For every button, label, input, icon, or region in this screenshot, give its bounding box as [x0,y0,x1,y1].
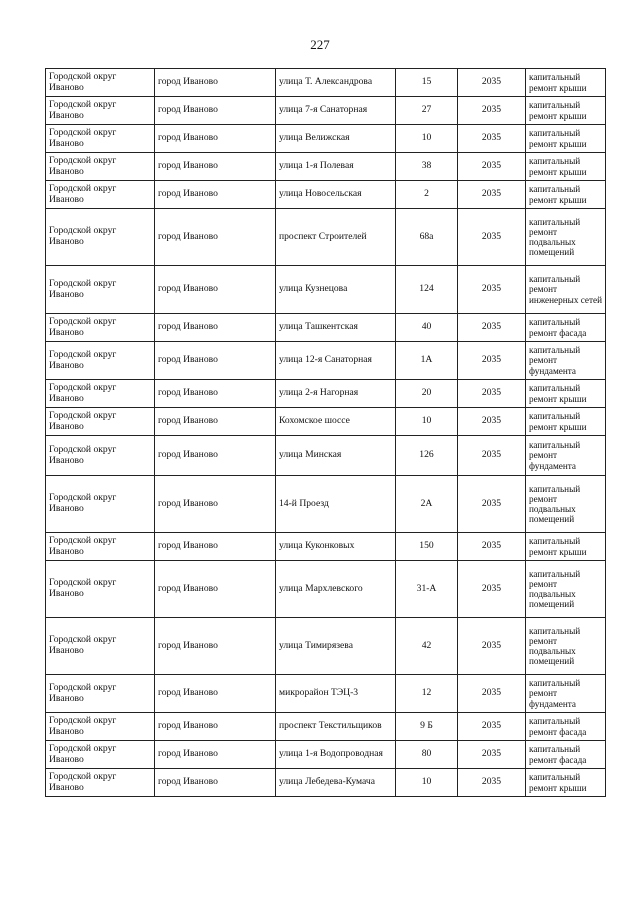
table-row [46,125,606,153]
table-row [46,476,606,533]
table-row [46,618,606,675]
street-cell: 14-й Проезд [276,476,396,533]
work-type-cell: капитальный ремонт крыши [526,125,606,153]
city-cell: город Иваново [155,618,276,675]
house-number-cell: 124 [396,266,458,314]
district-cell: Городской округ Иваново [46,266,155,314]
street-cell: улица Ташкентская [276,314,396,342]
district-cell: Городской округ Иваново [46,675,155,713]
year-cell: 2035 [458,533,526,561]
work-type-cell: капитальный ремонт крыши [526,153,606,181]
city-cell: город Иваново [155,97,276,125]
work-type-cell: капитальный ремонт крыши [526,769,606,797]
house-number-cell: 150 [396,533,458,561]
district-cell: Городской округ Иваново [46,97,155,125]
house-number-cell: 31-А [396,561,458,618]
district-cell: Городской округ Иваново [46,741,155,769]
year-cell: 2035 [458,436,526,476]
city-cell: город Иваново [155,342,276,380]
table-row [46,741,606,769]
district-cell: Городской округ Иваново [46,153,155,181]
year-cell: 2035 [458,675,526,713]
city-cell: город Иваново [155,476,276,533]
year-cell: 2035 [458,769,526,797]
street-cell: проспект Текстильщиков [276,713,396,741]
table-body [46,69,606,797]
table-row [46,713,606,741]
district-cell: Городской округ Иваново [46,618,155,675]
city-cell: город Иваново [155,125,276,153]
district-cell: Городской округ Иваново [46,476,155,533]
city-cell: город Иваново [155,209,276,266]
house-number-cell: 68а [396,209,458,266]
street-cell: улица 2-я Нагорная [276,380,396,408]
street-cell: микрорайон ТЭЦ-3 [276,675,396,713]
year-cell: 2035 [458,209,526,266]
city-cell: город Иваново [155,769,276,797]
year-cell: 2035 [458,380,526,408]
street-cell: улица Т. Александрова [276,69,396,97]
street-cell: улица 12-я Санаторная [276,342,396,380]
work-type-cell: капитальный ремонт подвальных помещений [526,476,606,533]
table-row [46,380,606,408]
table-row [46,69,606,97]
work-type-cell: капитальный ремонт фасада [526,713,606,741]
district-cell: Городской округ Иваново [46,209,155,266]
street-cell: улица Мархлевского [276,561,396,618]
work-type-cell: капитальный ремонт фундамента [526,342,606,380]
year-cell: 2035 [458,181,526,209]
work-type-cell: капитальный ремонт инженерных сетей [526,266,606,314]
year-cell: 2035 [458,266,526,314]
house-number-cell: 20 [396,380,458,408]
city-cell: город Иваново [155,436,276,476]
house-number-cell: 126 [396,436,458,476]
district-cell: Городской округ Иваново [46,125,155,153]
house-number-cell: 12 [396,675,458,713]
city-cell: город Иваново [155,561,276,618]
house-number-cell: 9 Б [396,713,458,741]
repair-schedule-table [45,68,606,797]
work-type-cell: капитальный ремонт фасада [526,314,606,342]
city-cell: город Иваново [155,380,276,408]
year-cell: 2035 [458,69,526,97]
year-cell: 2035 [458,476,526,533]
table-row [46,436,606,476]
table-row [46,675,606,713]
street-cell: улица 1-я Водопроводная [276,741,396,769]
district-cell: Городской округ Иваново [46,342,155,380]
table-row [46,314,606,342]
city-cell: город Иваново [155,741,276,769]
year-cell: 2035 [458,125,526,153]
city-cell: город Иваново [155,69,276,97]
work-type-cell: капитальный ремонт фундамента [526,675,606,713]
house-number-cell: 27 [396,97,458,125]
table-row [46,266,606,314]
work-type-cell: капитальный ремонт крыши [526,533,606,561]
year-cell: 2035 [458,408,526,436]
year-cell: 2035 [458,618,526,675]
district-cell: Городской округ Иваново [46,314,155,342]
house-number-cell: 10 [396,769,458,797]
table-row [46,533,606,561]
table-row [46,342,606,380]
work-type-cell: капитальный ремонт фасада [526,741,606,769]
page-number: 227 [310,37,330,52]
table-row [46,153,606,181]
street-cell: улица 7-я Санаторная [276,97,396,125]
house-number-cell: 10 [396,408,458,436]
street-cell: улица Новосельская [276,181,396,209]
table-row [46,408,606,436]
table-row [46,209,606,266]
district-cell: Городской округ Иваново [46,181,155,209]
year-cell: 2035 [458,97,526,125]
district-cell: Городской округ Иваново [46,408,155,436]
street-cell: улица Кузнецова [276,266,396,314]
work-type-cell: капитальный ремонт крыши [526,408,606,436]
year-cell: 2035 [458,713,526,741]
house-number-cell: 80 [396,741,458,769]
house-number-cell: 10 [396,125,458,153]
street-cell: улица Лебедева-Кумача [276,769,396,797]
table-row [46,181,606,209]
district-cell: Городской округ Иваново [46,561,155,618]
house-number-cell: 38 [396,153,458,181]
city-cell: город Иваново [155,533,276,561]
work-type-cell: капитальный ремонт крыши [526,97,606,125]
street-cell: Кохомское шоссе [276,408,396,436]
work-type-cell: капитальный ремонт подвальных помещений [526,209,606,266]
city-cell: город Иваново [155,408,276,436]
work-type-cell: капитальный ремонт подвальных помещений [526,561,606,618]
work-type-cell: капитальный ремонт фундамента [526,436,606,476]
street-cell: улица Минская [276,436,396,476]
house-number-cell: 42 [396,618,458,675]
street-cell: проспект Строителей [276,209,396,266]
house-number-cell: 15 [396,69,458,97]
year-cell: 2035 [458,342,526,380]
work-type-cell: капитальный ремонт крыши [526,181,606,209]
table-row [46,561,606,618]
year-cell: 2035 [458,314,526,342]
street-cell: улица 1-я Полевая [276,153,396,181]
house-number-cell: 2 [396,181,458,209]
year-cell: 2035 [458,561,526,618]
table-row [46,97,606,125]
district-cell: Городской округ Иваново [46,769,155,797]
city-cell: город Иваново [155,675,276,713]
city-cell: город Иваново [155,713,276,741]
district-cell: Городской округ Иваново [46,533,155,561]
street-cell: улица Велижская [276,125,396,153]
city-cell: город Иваново [155,314,276,342]
table-row [46,769,606,797]
work-type-cell: капитальный ремонт подвальных помещений [526,618,606,675]
street-cell: улица Куконковых [276,533,396,561]
district-cell: Городской округ Иваново [46,69,155,97]
year-cell: 2035 [458,741,526,769]
city-cell: город Иваново [155,266,276,314]
city-cell: город Иваново [155,181,276,209]
house-number-cell: 1А [396,342,458,380]
city-cell: город Иваново [155,153,276,181]
work-type-cell: капитальный ремонт крыши [526,69,606,97]
street-cell: улица Тимирязева [276,618,396,675]
year-cell: 2035 [458,153,526,181]
house-number-cell: 2А [396,476,458,533]
district-cell: Городской округ Иваново [46,380,155,408]
house-number-cell: 40 [396,314,458,342]
district-cell: Городской округ Иваново [46,436,155,476]
work-type-cell: капитальный ремонт крыши [526,380,606,408]
district-cell: Городской округ Иваново [46,713,155,741]
